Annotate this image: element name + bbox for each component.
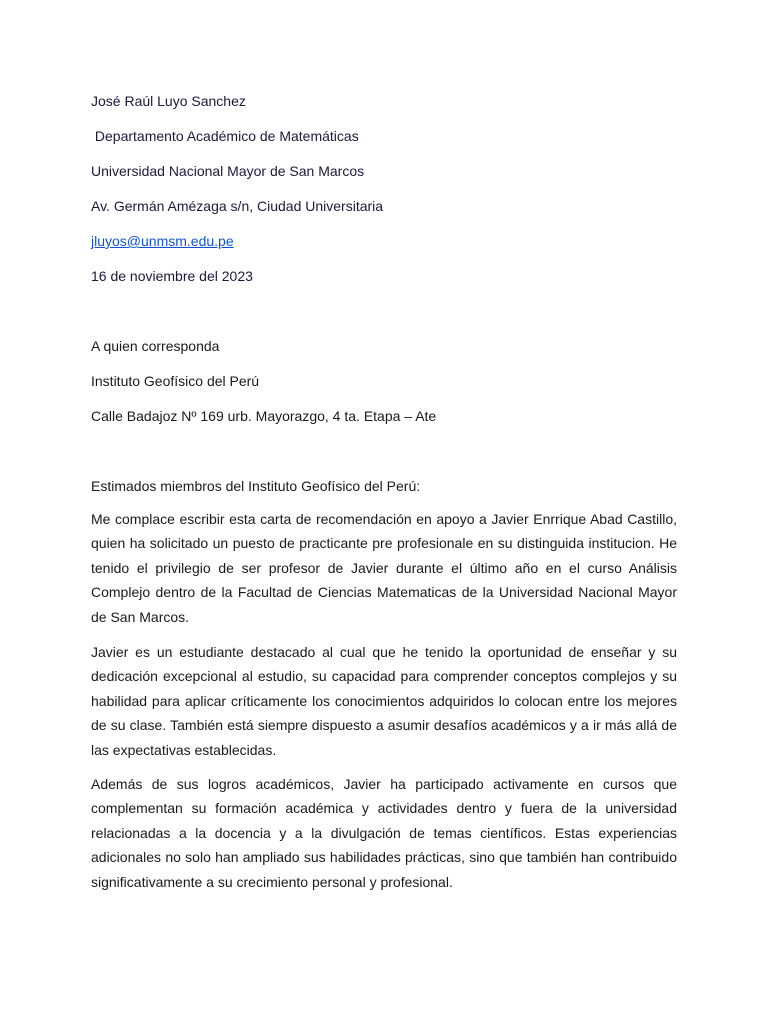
letter-paragraph-1: Me complace escribir esta carta de recomendación en apoyo a Javier Enrrique Abad Castillo, quien ha solicitado un puesto de practicante pre profesionale en su distinguida institucion. He tenido el privilegio de ser profesor de Javier durante el último año en el curso Análisis Complejo dentro de la Facultad de Ciencias Matematicas de la Universidad Nacional Mayor de San Marcos.	[91, 511, 677, 625]
sender-address: Av. Germán Amézaga s/n, Ciudad Universitaria	[91, 198, 384, 214]
recipient-line-1: A quien corresponda	[91, 338, 220, 354]
recipient-line-3: Calle Badajoz Nº 169 urb. Mayorazgo, 4 ta. Etapa – Ate	[91, 408, 437, 424]
sender-email-line	[91, 232, 234, 250]
recipient-line-2: Instituto Geofísico del Perú	[91, 373, 260, 389]
sender-name: José Raúl Luyo Sanchez	[91, 93, 246, 109]
letter-paragraph-3: Además de sus logros académicos, Javier ha participado activamente en cursos que complementan su formación académica y actividades dentro y fuera de la universidad relacionadas a la docencia y a la divulgación de temas científicos. Estas experiencias adicionales no solo han ampliado sus habilidades prácticas, sino que también han contribuido significativamente a su crecimiento personal y profesional.	[91, 776, 677, 890]
letter-salutation: Estimados miembros del Instituto Geofísico del Perú:	[91, 478, 421, 494]
sender-department: Departamento Académico de Matemáticas	[91, 128, 359, 144]
sender-email-link[interactable]: jluyos@unmsm.edu.pe	[91, 233, 234, 249]
letter-date: 16 de noviembre del 2023	[91, 268, 253, 284]
sender-university: Universidad Nacional Mayor de San Marcos	[91, 163, 365, 179]
letter-paragraph-2: Javier es un estudiante destacado al cual que he tenido la oportunidad de enseñar y su dedicación excepcional al estudio, su capacidad para comprender conceptos complejos y su habilidad para aplicar críticamente los conocimientos adquiridos lo colocan entre los mejores de su clase. También está siempre dispuesto a asumir desafíos académicos y a ir más allá de las expectativas establecidas.	[91, 644, 677, 758]
